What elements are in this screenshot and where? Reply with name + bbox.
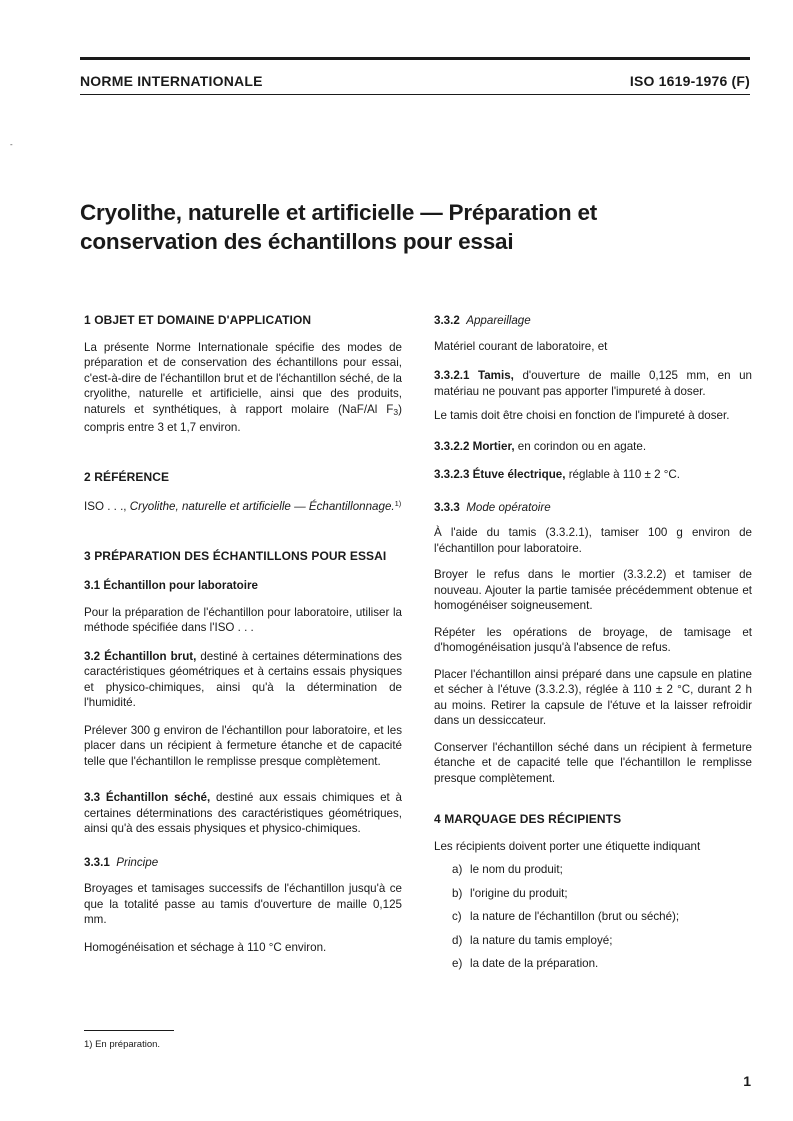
section-3-3-text: 3.3 Échantillon séché, destiné aux essais chimiques et à certaines déterminations des caractéristiques géométriques, ainsi qu'à des essais physiques et physico-chimiques. [84,791,402,835]
list-marker: c) [452,910,462,923]
section-3-3-2-1-text: 3.3.2.1 Tamis, d'ouverture de maille 0,125 mm, en un matériau ne pouvant pas apporter l'impureté à doser. [434,369,752,398]
list-marker: e) [452,957,463,970]
list-item: d) la nature du tamis employé; [452,933,613,947]
section-4-heading: 4 MARQUAGE DES RÉCIPIENTS [434,812,622,826]
list-marker: b) [452,886,463,900]
section-1-text: La présente Norme Internationale spécifie des modes de préparation et de conservation des échantillons pour essai, c'est-à-dire de l'échantillon brut et de l'échantillon séché, de la cryolithe, naturelle et artificielle, ainsi que des produits, naturels et synthétiques, à rapport molaire (NaF/Al $F_3$) compris entre 3 et 1,7 environ. [84,340,402,434]
list-item: e) la date de la préparation. [452,957,599,970]
section-3-2-text: 3.2 Échantillon brut, destiné à certaines déterminations des caractéristiques géométriques et à certains essais physiques et physico-chimiques, ainsi qu'à la détermination de l'humidité. [84,649,402,709]
right-column [434,313,752,972]
section-3-3-2-text: Matériel courant de laboratoire, et [434,339,608,353]
section-3-3-1-heading: 3.3.1 Principe [84,855,159,869]
procedure-paragraph-4: Placer l'échantillon ainsi préparé dans une capsule en platine et sécher à l'étuve (3.3.2.3), réglée à 110 ± 2 °C, durant 2 h au moins. Retirer la capsule de l'étuve et la laisser refroidir dans un dessiccateur. [434,667,752,727]
stray-mark: - [10,140,13,149]
header-top-rule [80,57,750,60]
section-2-heading: 2 RÉFÉRENCE [84,469,170,484]
section-4-intro: Les récipients doivent porter une étiquette indiquant [434,839,701,853]
list-item: a) le nom du produit; [452,863,563,876]
procedure-paragraph-3: Répéter les opérations de broyage, de tamisage et d'homogénéisation jusqu'à l'absence de refus. [434,625,752,654]
procedure-paragraph-5: Conserver l'échantillon séché dans un récipient à fermeture étanche et de capacité telle que l'échantillon le remplisse presque complètement. [434,740,752,785]
section-1-heading: 1 OBJET ET DOMAINE D'APPLICATION [84,313,312,327]
section-3-3-1-text-2: Homogénéisation et séchage à 110 °C environ. [84,940,327,954]
section-3-1-heading: 3.1 Échantillon pour laboratoire [84,579,258,592]
list-marker: a) [452,863,463,876]
section-3-2-text-2: Prélever 300 g environ de l'échantillon pour laboratoire, et les placer dans un récipient à fermeture étanche et de capacité telle que l'échantillon le remplisse presque complètement. [84,723,402,768]
section-2-reference: ISO . . ., Cryolithe, naturelle et artificielle — Échantillonnage.$^{1)}$ [84,499,402,513]
section-3-3-3-heading: 3.3.3 Mode opératoire [434,500,551,514]
document-title [80,198,740,256]
header-bottom-rule [80,94,750,95]
footnote-rule [84,1030,174,1031]
section-3-3-2-3-text: 3.3.2.3 Étuve électrique, réglable à 110 ± 2 °C. [434,468,681,481]
procedure-paragraph-2: Broyer le refus dans le mortier (3.3.2.2) et tamiser de nouveau. Ajouter la partie tamisée précédemment obtenue et homogénéiser soigneusement. [434,568,752,612]
section-3-1-text: Pour la préparation de l'échantillon pour laboratoire, utiliser la méthode spécifiée dans l'ISO . . . [84,605,402,634]
list-item: b) l'origine du produit; [452,886,568,900]
list-item: c) la nature de l'échantillon (brut ou séché); [452,910,680,923]
section-3-3-2-heading: 3.3.2 Appareillage [434,314,531,327]
document-type-label: NORME INTERNATIONALE [80,73,263,89]
left-column [84,313,402,955]
footnote: 1) En préparation. [84,1039,161,1050]
title-line-2: conservation des échantillons pour essai [80,229,514,254]
title-line-1: Cryolithe, naturelle et artificielle — Préparation et [80,200,598,225]
section-3-3-2-2-text: 3.3.2.2 Mortier, en corindon ou en agate. [434,439,647,453]
list-marker: d) [452,933,463,947]
section-3-3-2-1-text-2: Le tamis doit être choisi en fonction de l'impureté à doser. [434,409,730,422]
section-3-3-1-text: Broyages et tamisages successifs de l'échantillon jusqu'à ce que la totalité passe au tamis d'ouverture de maille 0,125 mm. [84,882,402,926]
section-3-heading: 3 PRÉPARATION DES ÉCHANTILLONS POUR ESSAI [84,548,387,563]
procedure-paragraph-1: À l'aide du tamis (3.3.2.1), tamiser 100 g environ de l'échantillon pour laboratoire. [434,526,752,555]
page-number: 1 [743,1073,751,1089]
standard-number-label: ISO 1619-1976 (F) [629,73,750,89]
